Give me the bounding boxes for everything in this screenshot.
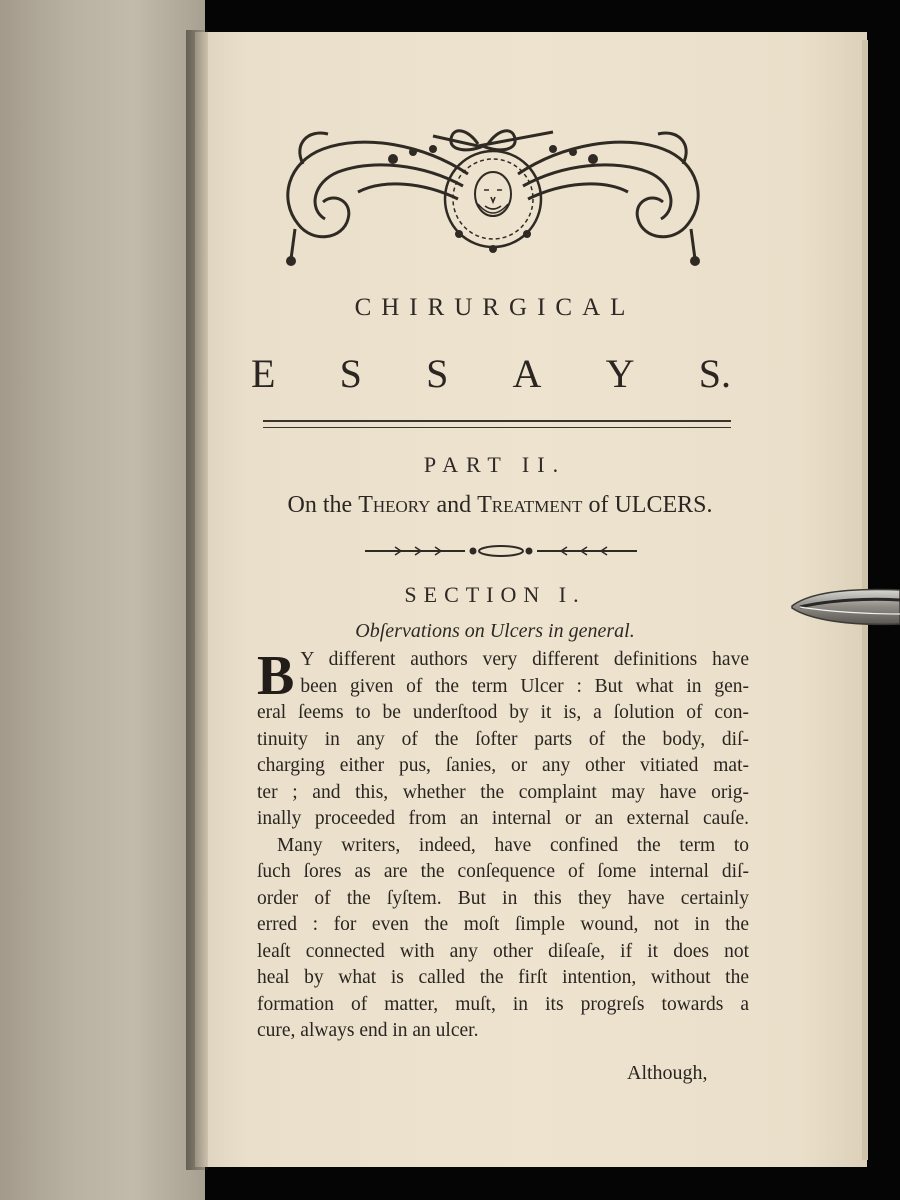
book-title-line-2	[251, 350, 731, 397]
drop-cap: B	[257, 645, 295, 707]
book-page	[195, 32, 867, 1167]
metal-bookmark-clip-icon	[790, 582, 900, 632]
part-heading: PART II.	[423, 452, 567, 477]
text-line: Y different authors very different definitions have	[300, 649, 749, 670]
title-letter: S.	[698, 351, 731, 396]
text-line: inally proceeded from an internal or an external cauſe.	[257, 808, 749, 829]
text-line: heal by what is called the firſt intention, without the	[257, 967, 749, 988]
section-subheading: Obſervations on Ulcers in general.	[355, 620, 635, 642]
text-line: eral ſeems to be underſtood by it is, a ſolution of con-	[257, 702, 749, 723]
title-letter: E	[251, 351, 276, 396]
book-title-line-1: CHIRURGICAL	[354, 294, 636, 321]
text-line: leaſt connected with any other diſeaſe, if it does not	[257, 940, 749, 962]
text-line: tinuity in any of the ſofter parts of the body, diſ-	[257, 728, 749, 750]
subtitle-text: On the	[287, 492, 359, 518]
title-letter: S	[426, 351, 449, 396]
double-rule-divider	[263, 420, 731, 428]
subtitle-text: of ULCERS.	[582, 492, 713, 518]
ornamental-divider-icon	[365, 544, 637, 558]
text-line: order of the ſyſtem. But in this they have certainly	[257, 887, 749, 909]
text-line: erred : for even the moſt ſimple wound, not in the	[257, 914, 749, 935]
text-line: ſuch ſores as are the conſequence of ſome internal diſ-	[257, 861, 749, 882]
ornamental-headpiece-icon	[273, 104, 713, 269]
text-line: ter ; and this, whether the complaint may have orig-	[257, 781, 749, 803]
part-subtitle	[195, 492, 805, 519]
body-text	[257, 647, 749, 1045]
title-letter: S	[339, 351, 362, 396]
text-line: Many writers, indeed, have confined the term to	[277, 834, 749, 856]
subtitle-smallcaps: Theory	[358, 492, 431, 518]
page-gutter-shadow	[186, 30, 208, 1170]
section-heading: SECTION I.	[404, 582, 586, 607]
title-letter: A	[512, 351, 542, 396]
text-line: been given of the term Ulcer : But what in gen-	[300, 675, 749, 697]
text-line: cure, always end in an ulcer.	[257, 1020, 479, 1041]
text-line: formation of matter, muſt, in its progreſs towards a	[257, 993, 749, 1015]
catchword: Although,	[627, 1062, 708, 1084]
subtitle-smallcaps: Treatment	[477, 492, 583, 518]
text-line: charging either pus, ſanies, or any other vitiated mat-	[257, 755, 749, 776]
title-letter: Y	[605, 351, 635, 396]
book-cover-board	[0, 0, 205, 1200]
subtitle-text: and	[430, 492, 478, 518]
